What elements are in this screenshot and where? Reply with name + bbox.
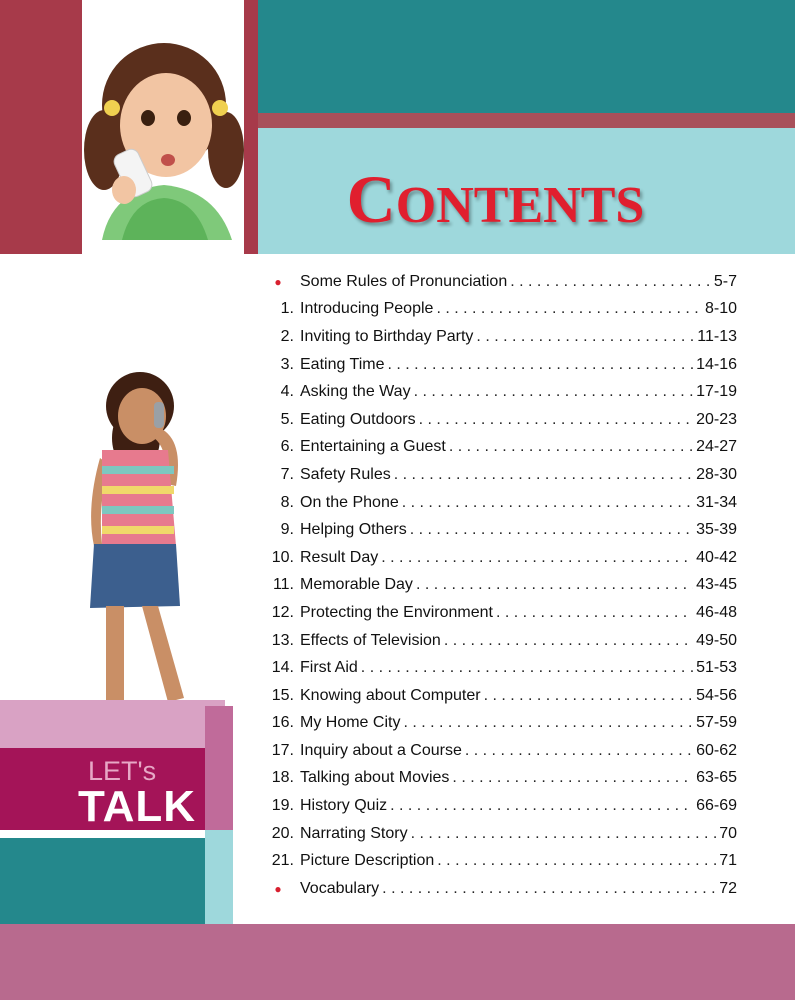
toc-title: Memorable Day bbox=[300, 576, 413, 594]
toc-entry bbox=[262, 406, 737, 434]
dot-leader bbox=[416, 576, 693, 594]
bottom-band bbox=[0, 924, 795, 1000]
toc-pages: 51-53 bbox=[696, 659, 737, 677]
toc-number: 7. bbox=[280, 465, 294, 483]
girl-on-phone-illustration bbox=[82, 0, 244, 240]
toc-number: 19. bbox=[271, 797, 294, 815]
toc-pages: 24-27 bbox=[696, 438, 737, 456]
toc-number: 17. bbox=[271, 741, 294, 759]
dot-leader bbox=[382, 880, 716, 898]
bullet-icon: ● bbox=[274, 274, 282, 289]
toc-entry bbox=[262, 792, 737, 820]
toc-number: 12. bbox=[271, 603, 294, 621]
toc-title: Entertaining a Guest bbox=[300, 438, 446, 456]
page-title: CONTENTS bbox=[346, 161, 645, 237]
toc-entry bbox=[262, 351, 737, 379]
table-of-contents bbox=[262, 268, 737, 903]
dot-leader bbox=[452, 769, 693, 787]
dot-leader bbox=[414, 383, 694, 401]
series-label-talk: TALK bbox=[78, 782, 197, 831]
toc-title: Introducing People bbox=[300, 300, 434, 318]
toc-title: Picture Description bbox=[300, 852, 435, 870]
toc-pages: 8-10 bbox=[704, 300, 737, 318]
teal-block-side bbox=[205, 830, 233, 924]
dot-leader bbox=[496, 604, 693, 622]
toc-number: 16. bbox=[271, 714, 294, 732]
toc-number: 14. bbox=[271, 659, 294, 677]
toc-pages: 35-39 bbox=[696, 521, 737, 539]
dot-leader bbox=[387, 356, 693, 374]
toc-number: 5. bbox=[280, 410, 294, 428]
toc-title: Eating Outdoors bbox=[300, 410, 416, 428]
toc-number: 9. bbox=[280, 521, 294, 539]
dot-leader bbox=[476, 328, 694, 346]
toc-title: Helping Others bbox=[300, 521, 407, 539]
toc-pages: 20-23 bbox=[696, 410, 737, 428]
toc-entry bbox=[262, 461, 737, 489]
toc-pages: 11-13 bbox=[697, 327, 737, 345]
toc-pages: 60-62 bbox=[696, 741, 737, 759]
toc-entry bbox=[262, 847, 737, 875]
toc-pages: 17-19 bbox=[696, 383, 737, 401]
dot-leader bbox=[437, 852, 716, 870]
toc-entry bbox=[262, 544, 737, 572]
maroon-strip bbox=[244, 0, 258, 254]
dot-leader bbox=[390, 797, 693, 815]
dot-leader bbox=[484, 687, 694, 705]
dot-leader bbox=[381, 549, 693, 567]
toc-pages: 14-16 bbox=[696, 355, 737, 373]
toc-number: 8. bbox=[280, 493, 294, 511]
toc-title: Vocabulary bbox=[300, 879, 380, 897]
toc-entry bbox=[262, 875, 737, 903]
dot-leader bbox=[510, 273, 711, 291]
toc-pages: 46-48 bbox=[696, 603, 737, 621]
toc-entry bbox=[262, 268, 737, 296]
toc-number: 10. bbox=[271, 548, 294, 566]
toc-pages: 49-50 bbox=[696, 631, 737, 649]
top-photo-frame bbox=[82, 0, 244, 240]
toc-title: On the Phone bbox=[300, 493, 399, 511]
toc-number: 13. bbox=[271, 631, 294, 649]
toc-pages: 70 bbox=[719, 824, 737, 842]
toc-entry bbox=[262, 627, 737, 655]
standing-girl-illustration bbox=[72, 368, 232, 730]
dot-leader bbox=[410, 521, 693, 539]
toc-entry bbox=[262, 378, 737, 406]
toc-number: 15. bbox=[271, 686, 294, 704]
toc-title: Result Day bbox=[300, 548, 379, 566]
toc-entry bbox=[262, 765, 737, 793]
toc-number: 20. bbox=[271, 824, 294, 842]
toc-entry bbox=[262, 654, 737, 682]
top-teal-band bbox=[258, 0, 795, 113]
toc-pages: 72 bbox=[719, 879, 737, 897]
toc-entry bbox=[262, 710, 737, 738]
toc-title: Narrating Story bbox=[300, 824, 408, 842]
pedestal-top bbox=[0, 700, 225, 748]
toc-entry bbox=[262, 820, 737, 848]
maroon-divider-band bbox=[258, 113, 795, 128]
toc-number: 18. bbox=[271, 769, 294, 787]
dot-leader bbox=[465, 742, 693, 760]
dot-leader bbox=[361, 659, 693, 677]
toc-title: Protecting the Environment bbox=[300, 603, 493, 621]
bullet-icon: ● bbox=[274, 881, 282, 896]
toc-title: First Aid bbox=[300, 659, 358, 677]
toc-entry bbox=[262, 682, 737, 710]
toc-number: 11. bbox=[272, 576, 294, 594]
toc-title: History Quiz bbox=[300, 797, 388, 815]
toc-entry bbox=[262, 489, 737, 517]
toc-pages: 31-34 bbox=[696, 493, 737, 511]
toc-number: 3. bbox=[280, 355, 294, 373]
toc-number: 4. bbox=[280, 383, 294, 401]
toc-pages: 57-59 bbox=[696, 714, 737, 732]
toc-number: 2. bbox=[280, 327, 294, 345]
teal-block bbox=[0, 838, 205, 924]
toc-entry bbox=[262, 296, 737, 324]
toc-number: 21. bbox=[271, 852, 294, 870]
toc-entry bbox=[262, 572, 737, 600]
toc-title: Inviting to Birthday Party bbox=[300, 327, 474, 345]
toc-entry bbox=[262, 323, 737, 351]
toc-pages: 66-69 bbox=[696, 797, 737, 815]
toc-title: Some Rules of Pronunciation bbox=[300, 272, 508, 290]
dot-leader bbox=[403, 714, 693, 732]
toc-pages: 43-45 bbox=[696, 576, 737, 594]
toc-title: Safety Rules bbox=[300, 465, 391, 483]
toc-title: Knowing about Computer bbox=[300, 686, 481, 704]
toc-pages: 71 bbox=[719, 852, 737, 870]
pedestal-side bbox=[205, 706, 233, 830]
toc-pages: 63-65 bbox=[696, 769, 737, 787]
toc-title: Effects of Television bbox=[300, 631, 441, 649]
toc-title: Talking about Movies bbox=[300, 769, 450, 787]
dot-leader bbox=[449, 438, 693, 456]
dot-leader bbox=[402, 494, 693, 512]
toc-pages: 5-7 bbox=[713, 272, 737, 290]
toc-entry bbox=[262, 737, 737, 765]
dot-leader bbox=[419, 411, 693, 429]
dot-leader bbox=[411, 825, 717, 843]
toc-pages: 40-42 bbox=[696, 548, 737, 566]
dot-leader bbox=[444, 632, 693, 650]
toc-title: Inquiry about a Course bbox=[300, 741, 462, 759]
toc-entry bbox=[262, 599, 737, 627]
left-maroon-panel bbox=[0, 0, 82, 254]
series-label-lets: LET's bbox=[88, 756, 157, 786]
toc-number: 6. bbox=[280, 438, 294, 456]
toc-number: 1. bbox=[280, 300, 294, 318]
toc-title: My Home City bbox=[300, 714, 401, 732]
toc-entry bbox=[262, 434, 737, 462]
dot-leader bbox=[394, 466, 693, 484]
dot-leader bbox=[436, 300, 702, 318]
toc-title: Asking the Way bbox=[300, 383, 411, 401]
toc-entry bbox=[262, 516, 737, 544]
toc-title: Eating Time bbox=[300, 355, 385, 373]
toc-pages: 28-30 bbox=[696, 465, 737, 483]
toc-pages: 54-56 bbox=[696, 686, 737, 704]
